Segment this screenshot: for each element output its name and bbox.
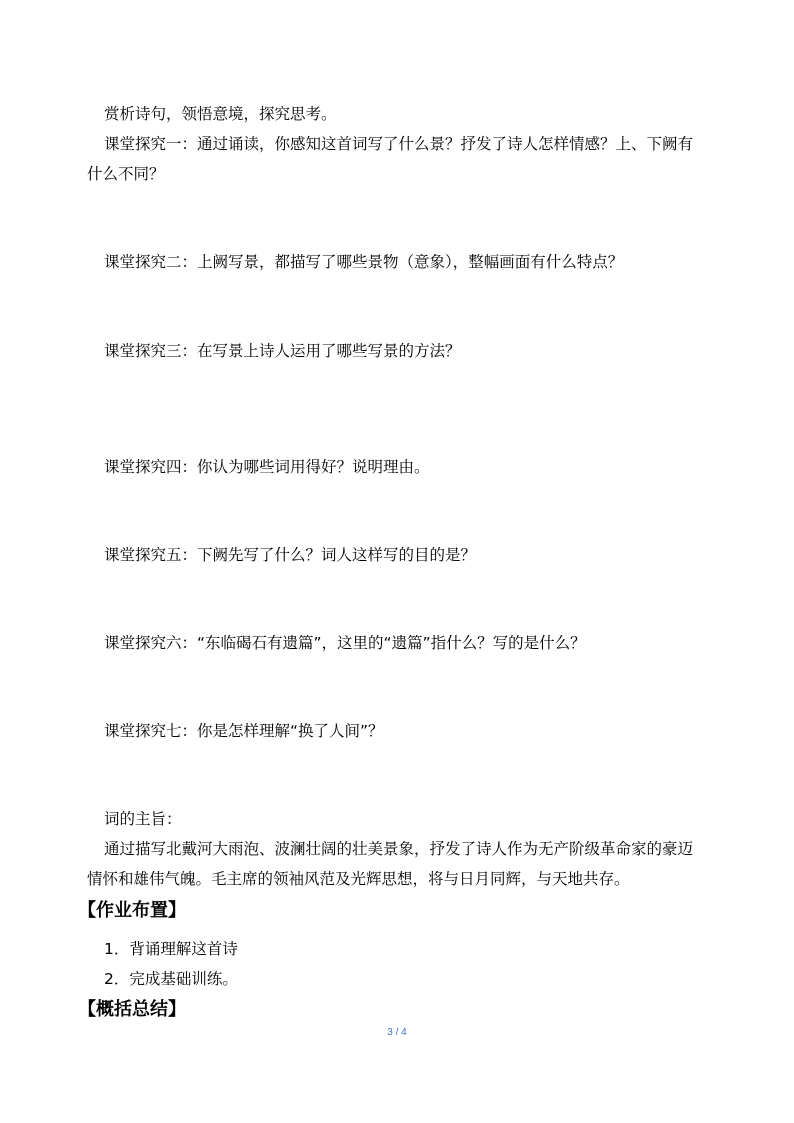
theme-text-line-1: 通过描写北戴河大雨泡、波澜壮阔的壮美景象，抒发了诗人作为无产阶级革命家的豪迈 xyxy=(104,840,694,858)
question-2: 课堂探究二：上阙写景，都描写了哪些景物（意象），整幅画面有什么特点？ xyxy=(104,253,624,271)
theme-text-line-2: 情怀和雄伟气魄。毛主席的领袖风范及光辉思想，将与日月同辉，与天地共存。 xyxy=(87,870,630,888)
intro-text: 赏析诗句，领悟意境，探究思考。 xyxy=(104,105,337,123)
homework-heading: 【作业布置】 xyxy=(78,900,186,921)
question-1-line-1: 课堂探究一：通过诵读，你感知这首词写了什么景？抒发了诗人怎样情感？上、下阙有 xyxy=(104,135,694,153)
question-7: 课堂探究七：你是怎样理解“换了人间”？ xyxy=(104,722,384,740)
question-6: 课堂探究六：“东临碣石有遗篇”，这里的“遗篇”指什么？写的是什么？ xyxy=(104,634,586,652)
question-4: 课堂探究四：你认为哪些词用得好？说明理由。 xyxy=(104,458,430,476)
question-1-line-2: 什么不同？ xyxy=(87,165,165,183)
homework-item-1: 1．背诵理解这首诗 xyxy=(104,940,238,958)
summary-heading: 【概括总结】 xyxy=(78,999,186,1020)
theme-label: 词的主旨： xyxy=(104,810,182,828)
question-5: 课堂探究五：下阙先写了什么？词人这样写的目的是？ xyxy=(104,546,477,564)
question-3: 课堂探究三：在写景上诗人运用了哪些写景的方法？ xyxy=(104,342,461,360)
homework-item-2: 2．完成基础训练。 xyxy=(104,970,238,988)
page-number: 3 / 4 xyxy=(387,1027,407,1038)
